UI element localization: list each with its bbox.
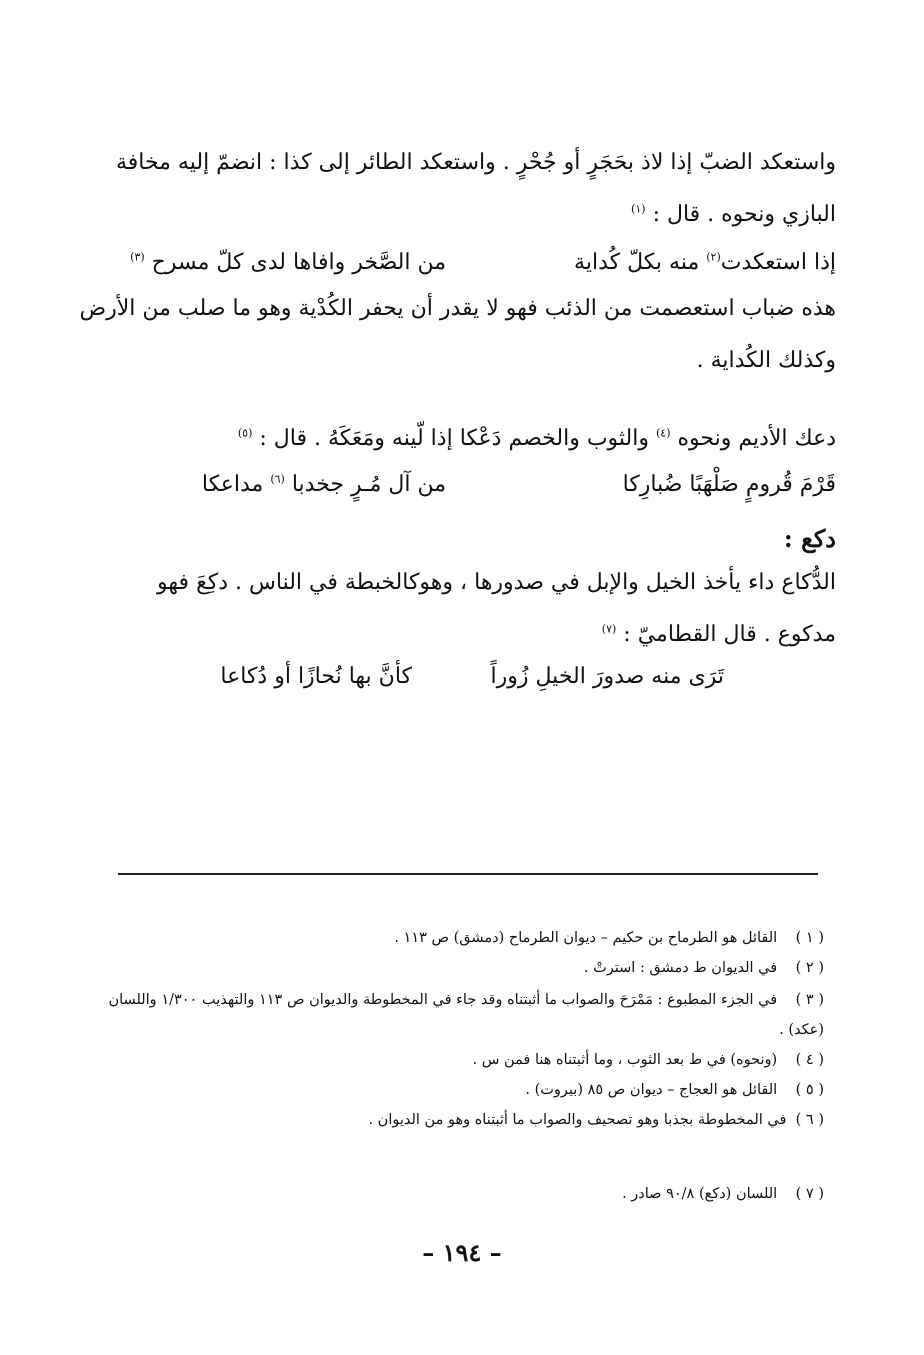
footnote-marker: (٤) — [655, 426, 671, 440]
footnote — [779, 1020, 824, 1040]
body-line — [631, 200, 836, 230]
text-run: والثوب والخصم دَعْكا إذا لّينه ومَعَكَهُ . قال : — [259, 426, 649, 451]
footnote — [108, 990, 824, 1010]
footnote-marker: (٧) — [601, 622, 617, 636]
body-line — [602, 620, 836, 650]
footnote-marker: (٣) — [130, 250, 145, 264]
footnote — [622, 1184, 824, 1204]
body-line — [697, 346, 836, 376]
text-run: وكذلك الكُداية . — [696, 348, 836, 373]
footnote-text: اللسان (دكع) ٩٠/٨ صادر . — [622, 1186, 778, 1202]
verse-hemistich — [202, 470, 446, 500]
text-run: البازي ونحوه . قال : — [652, 202, 836, 227]
footnote-text: القائل هو العجاج – ديوان ص ٨٥ (بيروت) . — [525, 1082, 778, 1098]
footnote-text: (ونحوه) في ط بعد الثوب ، وما أثبتناه هنا فمن س . — [472, 1052, 778, 1068]
footnote-text: القائل هو الطرماح بن حكيم – ديوان الطرماح (دمشق) ص ١١٣ . — [394, 930, 778, 946]
footnote-text: في المخطوطة بجذبا وهو تصحيف والصواب ما أثبتناه وهو من الديوان . — [368, 1112, 787, 1128]
footnote-marker: (١) — [631, 202, 646, 216]
text-run: هذه ضباب استعصمت من الذئب فهو لا يقدر أن يحفر الكُدْية وهو ما صلب من الأرض — [79, 296, 836, 321]
text-run: دعك الأديم ونحوه — [677, 426, 836, 451]
footnote-marker: (٢) — [706, 250, 721, 264]
footnote — [394, 928, 824, 948]
text-run: تَرَى منه صدورَ الخيلِ زُوراً — [490, 664, 724, 689]
body-line — [80, 294, 836, 324]
footnote-marker: (٥) — [237, 426, 253, 440]
footnote-number: ( ٦ ) — [795, 1112, 824, 1128]
page-number: – ١٩٤ – — [422, 1238, 502, 1267]
footnote-separator — [118, 873, 818, 875]
verse-hemistich — [574, 248, 836, 278]
footnote-text: في الديوان ط دمشق : استرتْ . — [583, 960, 778, 976]
footnote-number: ( ١ ) — [795, 930, 824, 946]
text-run: منه بكلّ كُداية — [574, 250, 700, 275]
text-run: مداعكا — [201, 472, 264, 497]
footnote — [584, 958, 824, 978]
verse-hemistich — [220, 662, 412, 692]
body-line — [238, 424, 836, 454]
footnote-number: ( ٤ ) — [795, 1052, 824, 1068]
text-run: إذا استعكدت — [720, 250, 836, 275]
footnote-text: في الجزء المطبوع : مَمْرَحَ والصواب ما أثبتناه وقد جاء في المخطوطة والديوان ص ١١٣ والتهذيب ١/٣٠٠ واللسان — [108, 992, 778, 1008]
verse-hemistich — [130, 248, 446, 278]
body-line — [116, 148, 836, 178]
footnote-number: ( ٣ ) — [795, 992, 824, 1008]
footnote — [368, 1110, 824, 1130]
text-run: من الصَّخر وافاها لدى كلّ مسرح — [151, 250, 446, 275]
text-run: الدُّكاع داء يأخذ الخيل والإبل في صدورها ، وهوكالخبطة في الناس . دكِعَ فهو — [157, 570, 836, 595]
text-run: كأنَّ بها نُحازًا أو دُكاعا — [220, 664, 412, 689]
text-run: مدكوع . قال القطاميّ : — [623, 622, 836, 647]
body-line — [157, 568, 836, 598]
verse-hemistich — [623, 470, 836, 500]
footnote-number: ( ٢ ) — [795, 960, 824, 976]
footnote — [472, 1050, 824, 1070]
footnote-text: (عكد) . — [779, 1022, 824, 1038]
footnote — [525, 1080, 824, 1100]
text-run: واستعكد الضبّ إذا لاذ بحَجَرٍ أو جُحْرٍ . واستعكد الطائر إلى كذا : انضمّ إليه مخافة — [115, 150, 836, 175]
verse-hemistich — [491, 662, 724, 692]
text-run: قَرْمَ قُرومٍ صَلْهَبًا ضُبارِكا — [622, 472, 836, 497]
entry-heading — [784, 524, 836, 554]
footnote-number: ( ٧ ) — [795, 1186, 824, 1202]
text-run: دكع : — [783, 524, 836, 553]
footnote-number: ( ٥ ) — [795, 1082, 824, 1098]
text-run: من آل مُـرٍ جخدبا — [291, 472, 446, 497]
footnote-marker: (٦) — [270, 472, 285, 486]
